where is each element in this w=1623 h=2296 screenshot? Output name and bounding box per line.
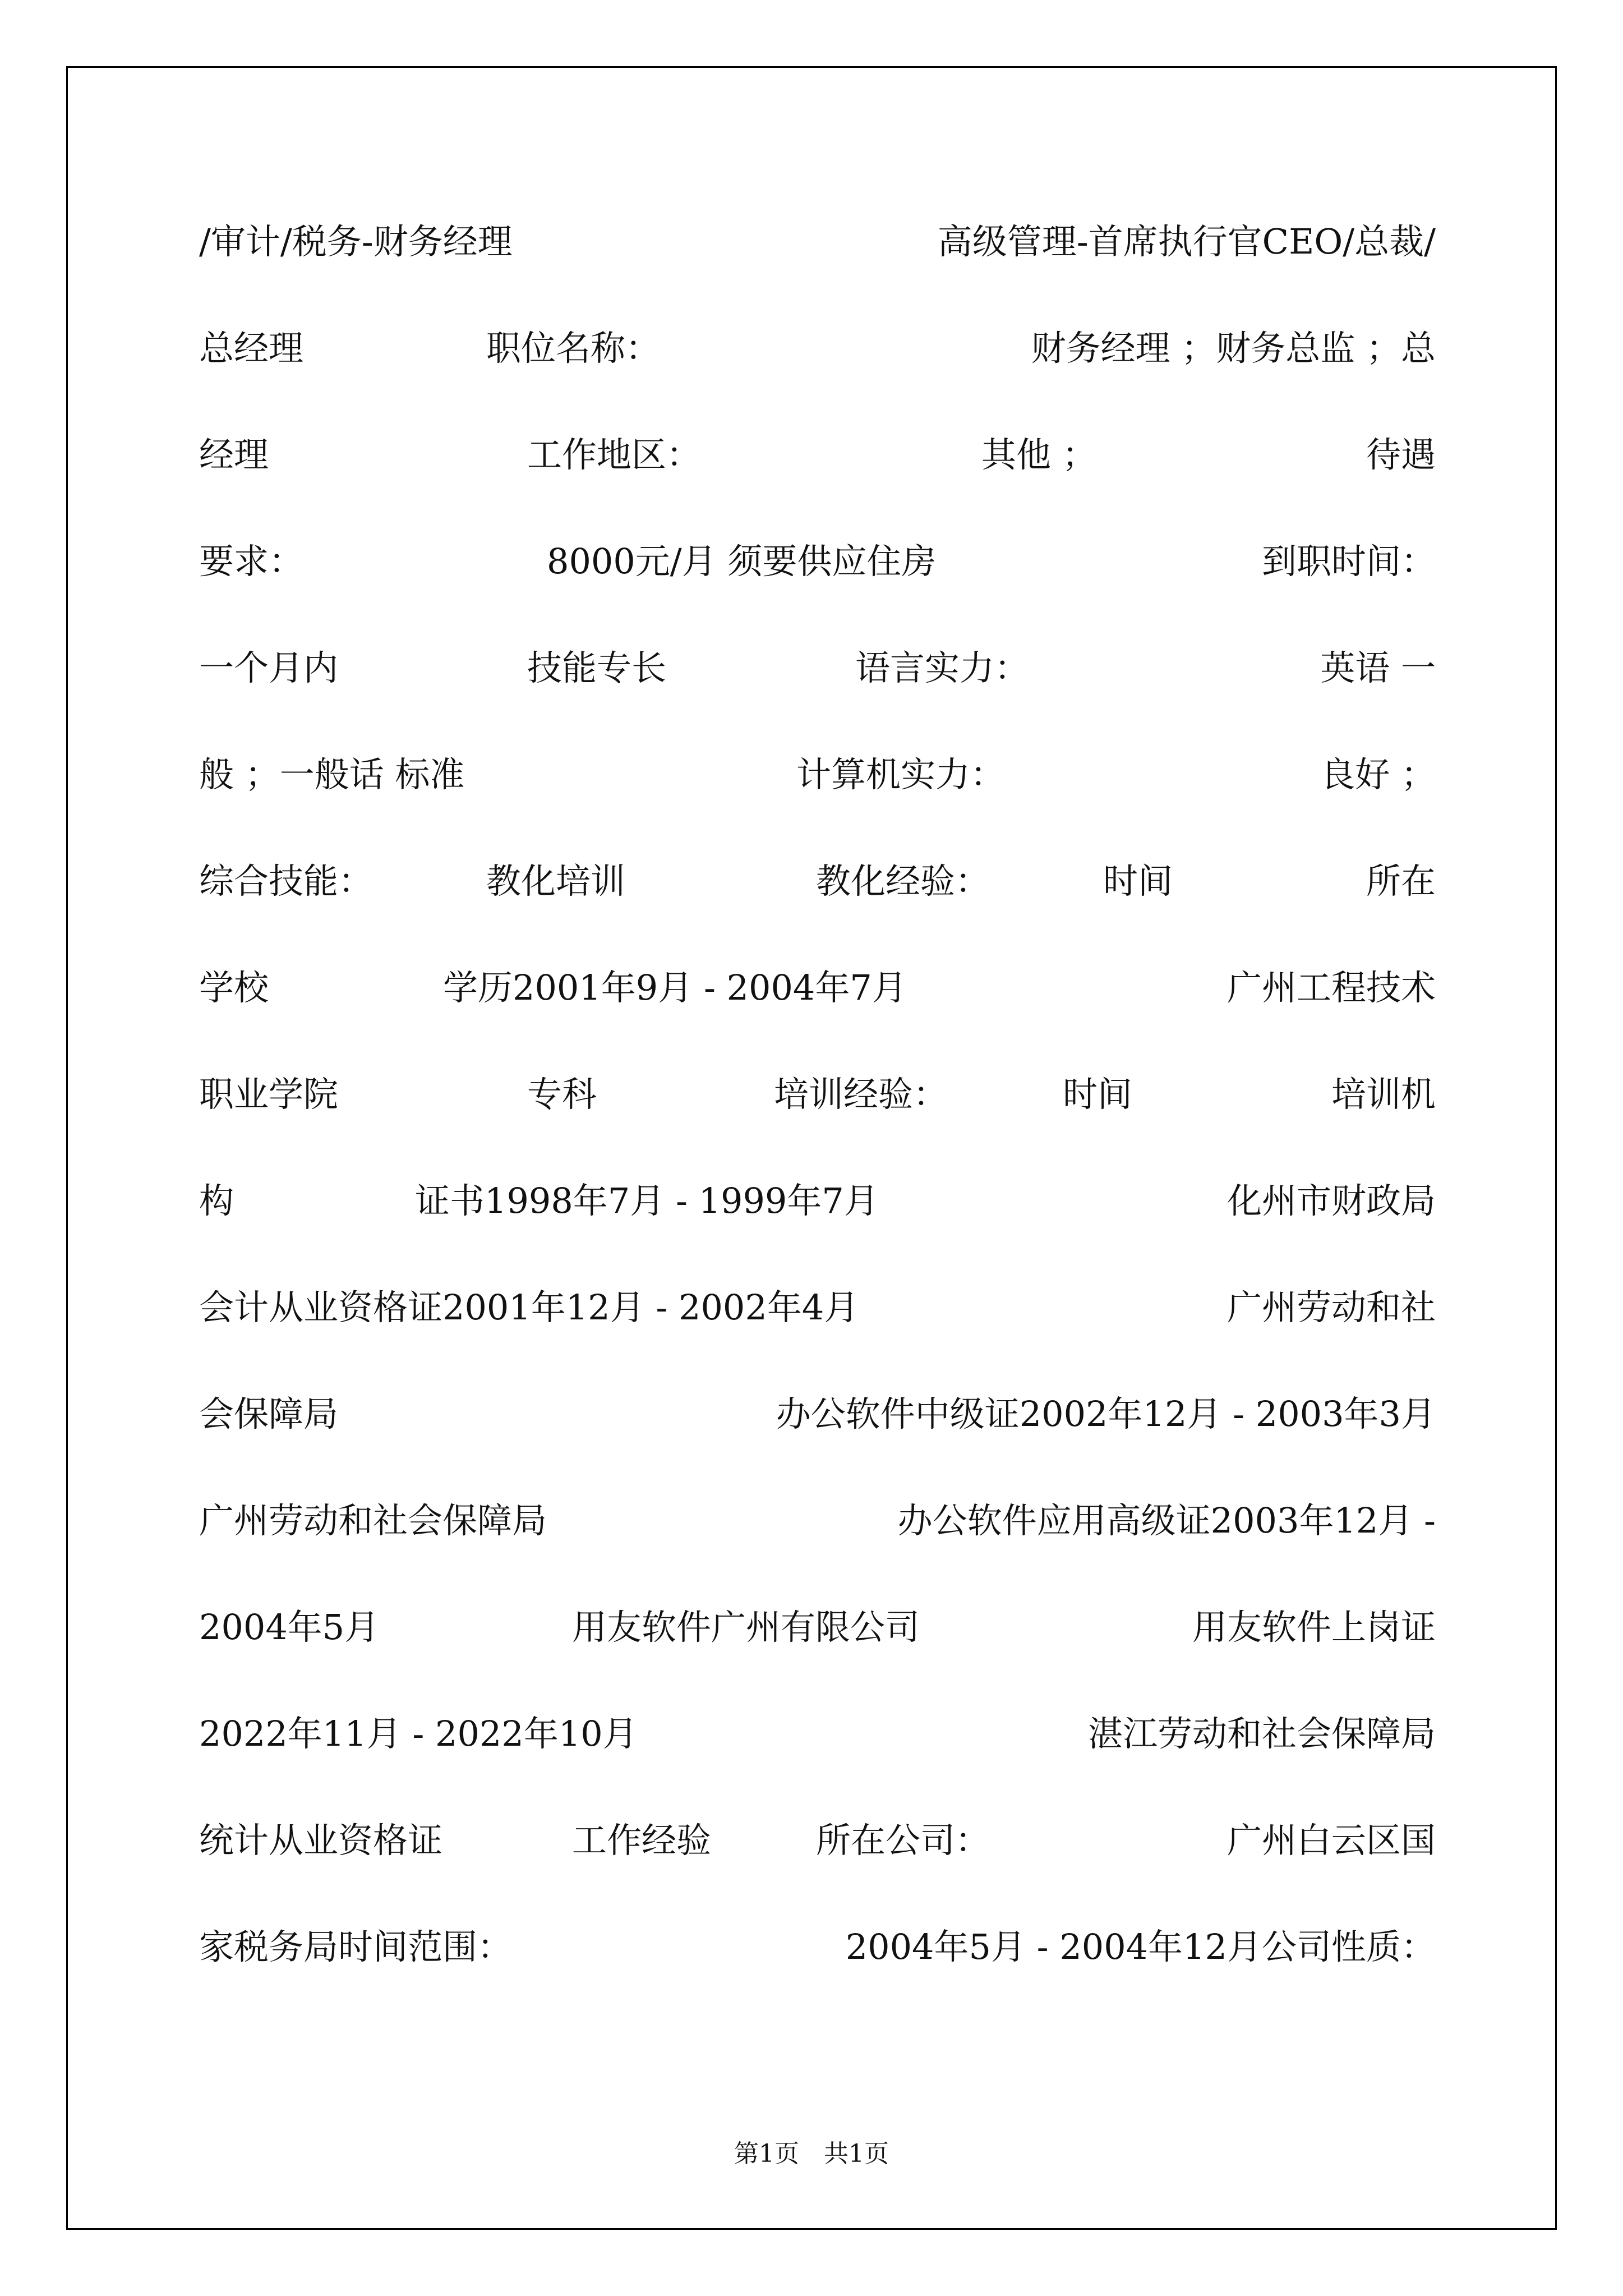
text-segment: 时间 (1103, 861, 1173, 901)
text-segment: 教化培训 (486, 861, 626, 901)
text-segment: 时间 (1063, 1074, 1133, 1115)
text-segment: 职位名称： (486, 328, 661, 369)
text-segment: 化州市财政局 (1227, 1180, 1436, 1221)
text-segment: 语言实力： (855, 647, 1030, 688)
text-segment: 其他 ； (981, 434, 1097, 475)
text-segment: 广州工程技术 (1227, 967, 1436, 1008)
text-line (199, 435, 1436, 541)
text-line (199, 1394, 1436, 1501)
text-line (199, 1181, 1436, 1287)
text-segment: 统计从业资格证 (199, 1820, 443, 1861)
text-segment: 所在 (1366, 861, 1436, 901)
text-segment: 广州劳动和社 (1227, 1287, 1436, 1328)
text-line (199, 861, 1436, 968)
text-segment: 待遇 (1366, 434, 1436, 475)
text-segment: 会计从业资格证2001年12月 - 2002年4月 (199, 1287, 859, 1328)
text-segment: 学校 (199, 967, 269, 1008)
text-segment: 所在公司： (816, 1820, 990, 1861)
text-segment: 般 ；一般话 标准 (199, 754, 465, 795)
text-line (199, 1820, 1436, 1927)
text-line (199, 1607, 1436, 1714)
text-line (199, 1287, 1436, 1394)
text-segment: 培训机 (1331, 1074, 1436, 1115)
text-segment: 工作地区： (527, 434, 702, 475)
text-segment: 会保障局 (199, 1393, 339, 1434)
text-segment: 教化经验： (816, 861, 990, 901)
text-line (199, 1074, 1436, 1181)
text-segment: 办公软件应用高级证2003年12月 - (897, 1500, 1436, 1541)
text-segment: 学历2001年9月 - 2004年7月 (443, 967, 907, 1008)
text-segment: /审计/税务-财务经理 (199, 221, 513, 262)
text-segment: 专科 (527, 1074, 597, 1115)
text-line (199, 1927, 1436, 2033)
text-segment: 广州劳动和社会保障局 (199, 1500, 547, 1541)
text-segment: 广州白云区国 (1227, 1820, 1436, 1861)
page-footer: 第1页 共1页 (734, 2139, 889, 2168)
document-body (199, 222, 1436, 2033)
text-segment: 英语 一 (1320, 647, 1436, 688)
text-segment: 良好 ； (1320, 754, 1436, 795)
text-segment: 经理 (199, 434, 269, 475)
text-segment: 培训经验： (774, 1074, 948, 1115)
text-line (199, 754, 1436, 861)
text-segment: 2004年5月 (199, 1607, 380, 1648)
text-segment: 家税务局时间范围： (199, 1926, 513, 1967)
text-segment: 办公软件中级证2002年12月 - 2003年3月 (776, 1393, 1436, 1434)
text-segment: 一个月内 (199, 647, 339, 688)
text-line (199, 1714, 1436, 1820)
text-segment: 2022年11月 - 2022年10月 (199, 1713, 638, 1754)
text-segment: 总经理 (199, 328, 304, 369)
text-segment: 到职时间： (1261, 541, 1436, 582)
text-line (199, 328, 1436, 435)
text-line (199, 222, 1436, 328)
text-segment: 湛江劳动和社会保障局 (1087, 1713, 1436, 1754)
text-line (199, 968, 1436, 1074)
text-segment: 证书1998年7月 - 1999年7月 (415, 1180, 879, 1221)
text-segment: 计算机实力： (796, 754, 1006, 795)
text-segment: 要求： (199, 541, 304, 582)
text-line (199, 1501, 1436, 1607)
text-segment: 用友软件上岗证 (1192, 1607, 1436, 1648)
text-segment: 综合技能： (199, 861, 374, 901)
text-segment: 2004年5月 - 2004年12月公司性质： (845, 1926, 1436, 1967)
text-segment: 8000元/月 须要供应住房 (547, 541, 937, 582)
text-segment: 财务经理 ；财务总监 ；总 (1031, 328, 1436, 369)
text-segment: 构 (199, 1180, 234, 1221)
text-line (199, 648, 1436, 754)
text-segment: 用友软件广州有限公司 (572, 1607, 920, 1648)
text-line (199, 541, 1436, 648)
text-segment: 职业学院 (199, 1074, 339, 1115)
text-segment: 高级管理-首席执行官CEO/总裁/ (937, 221, 1436, 262)
text-segment: 技能专长 (527, 647, 667, 688)
text-segment: 工作经验 (572, 1820, 712, 1861)
